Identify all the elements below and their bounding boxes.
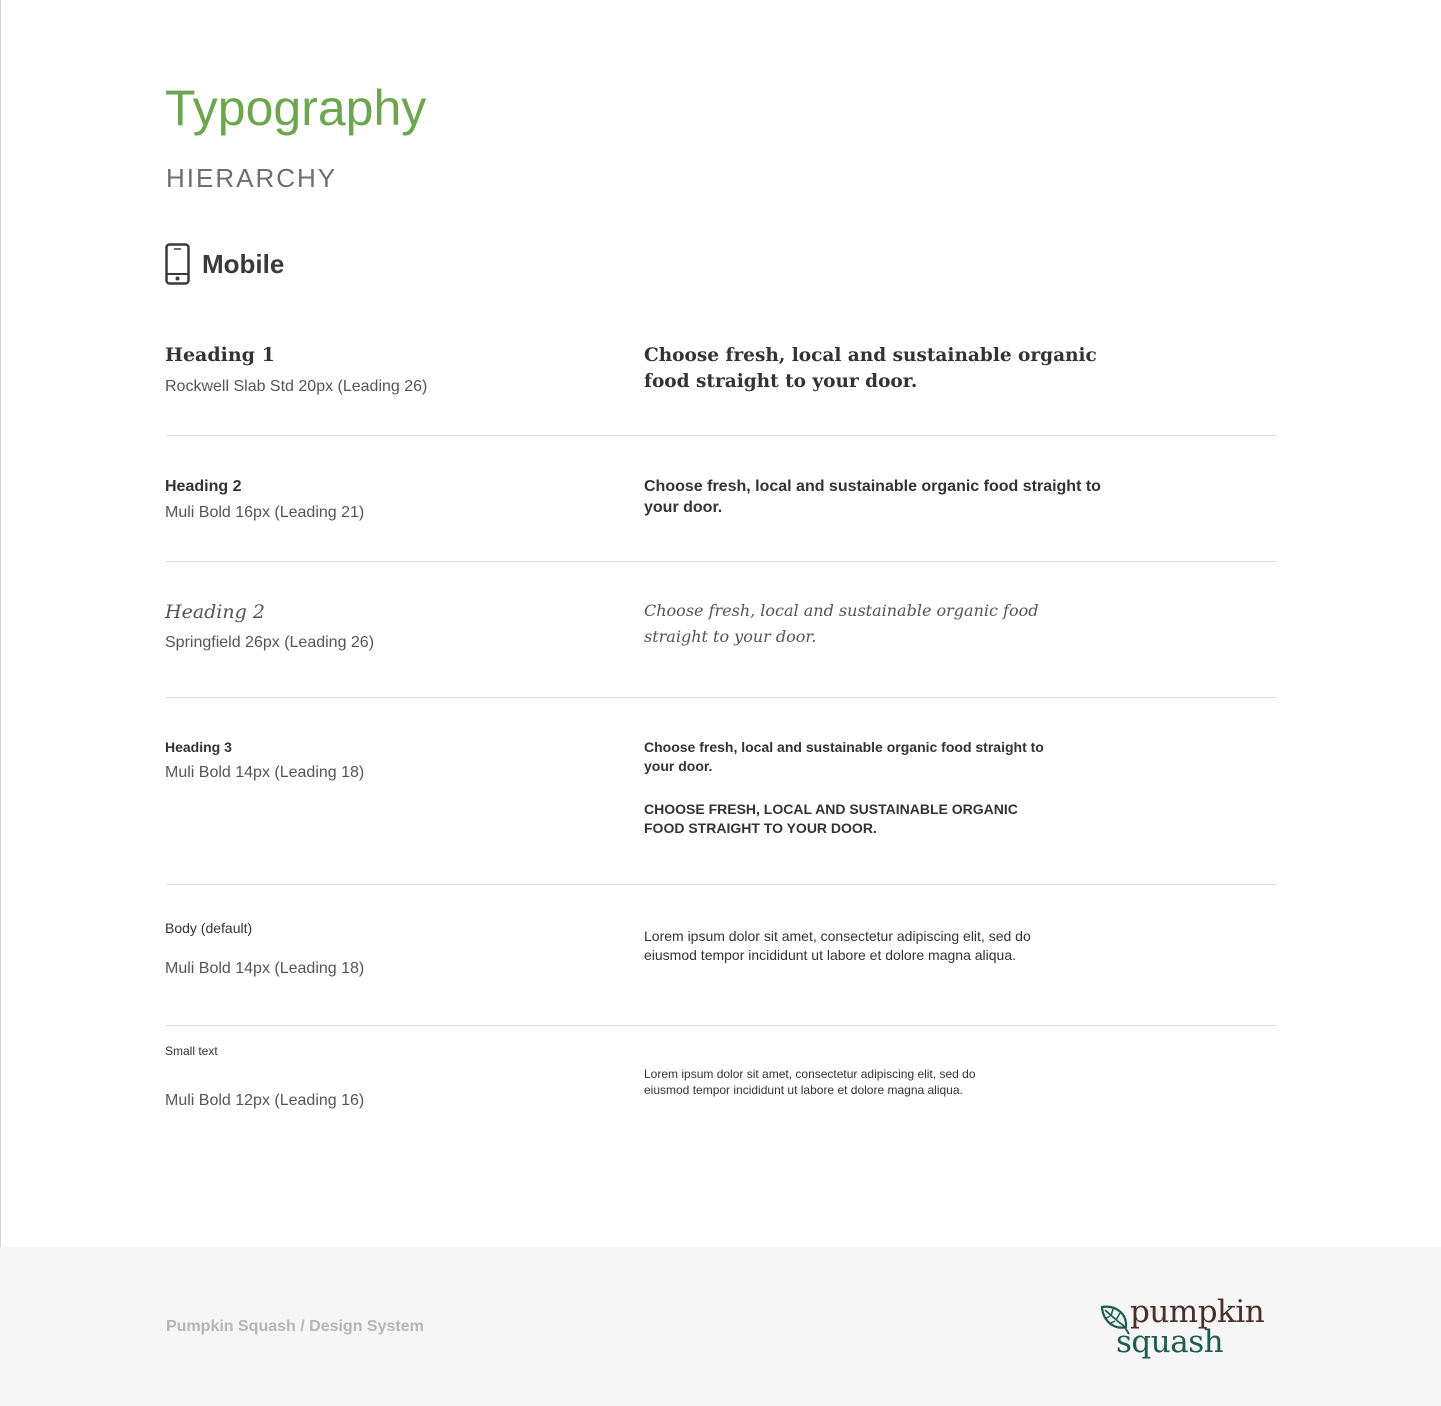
type-sample: Choose fresh, local and sustainable organic food straight to your door.: [644, 739, 1044, 774]
type-sample: Choose fresh, local and sustainable organic food straight to your door.: [644, 345, 1097, 392]
type-spec: Rockwell Slab Std 20px (Leading 26): [165, 378, 428, 395]
type-row-body: [165, 917, 1276, 997]
page-subtitle: HIERARCHY: [166, 163, 338, 193]
section-label: Mobile: [202, 248, 285, 279]
mobile-phone-icon: [165, 243, 190, 285]
footer-breadcrumb: Pumpkin Squash / Design System: [166, 1318, 424, 1335]
footer: [0, 1247, 1441, 1406]
type-spec: Muli Bold 14px (Leading 18): [165, 960, 365, 977]
section-header-mobile: [165, 243, 284, 285]
type-name: Heading 1: [165, 344, 275, 366]
page-edge: [0, 0, 1, 1247]
type-spec: Springfield 26px (Leading 26): [165, 634, 375, 651]
divider: [166, 884, 1276, 885]
type-row-heading-1: [165, 340, 1276, 400]
divider: [166, 561, 1276, 562]
divider: [166, 697, 1276, 698]
type-name: Heading 3: [165, 739, 232, 755]
brand-logo: [1100, 1294, 1280, 1361]
type-sample: Lorem ipsum dolor sit amet, consectetur adipiscing elit, sed do eiusmod tempor incididunt ut labore et dolore magna aliqua.: [644, 928, 1031, 963]
type-sample: Lorem ipsum dolor sit amet, consectetur adipiscing elit, sed do eiusmod tempor incididunt ut labore et dolore magna aliqua.: [644, 1067, 976, 1097]
type-row-heading-2: [165, 475, 1276, 535]
type-name: Heading 2: [165, 478, 242, 495]
divider: [166, 1025, 1276, 1026]
logo-word-pumpkin: pumpkin: [1130, 1294, 1265, 1330]
type-name: Heading 2: [165, 601, 265, 623]
type-sample-caps: CHOOSE FRESH, LOCAL AND SUSTAINABLE ORGANIC FOOD STRAIGHT TO YOUR DOOR.: [644, 801, 1018, 836]
page-title: Typography: [165, 80, 427, 136]
logo-word-squash: squash: [1116, 1324, 1224, 1360]
type-row-heading-2-script: [165, 596, 1276, 666]
type-name: Small text: [165, 1044, 218, 1058]
type-spec: Muli Bold 12px (Leading 16): [165, 1092, 365, 1109]
type-row-small: [165, 1041, 1276, 1121]
type-sample: Choose fresh, local and sustainable organic food straight to your door.: [644, 601, 1039, 646]
divider: [166, 435, 1276, 436]
type-name: Body (default): [165, 920, 253, 936]
type-sample: Choose fresh, local and sustainable organic food straight to your door.: [644, 478, 1101, 516]
type-spec: Muli Bold 16px (Leading 21): [165, 504, 365, 521]
type-spec: Muli Bold 14px (Leading 18): [165, 764, 365, 781]
type-row-heading-3: [165, 737, 1276, 847]
